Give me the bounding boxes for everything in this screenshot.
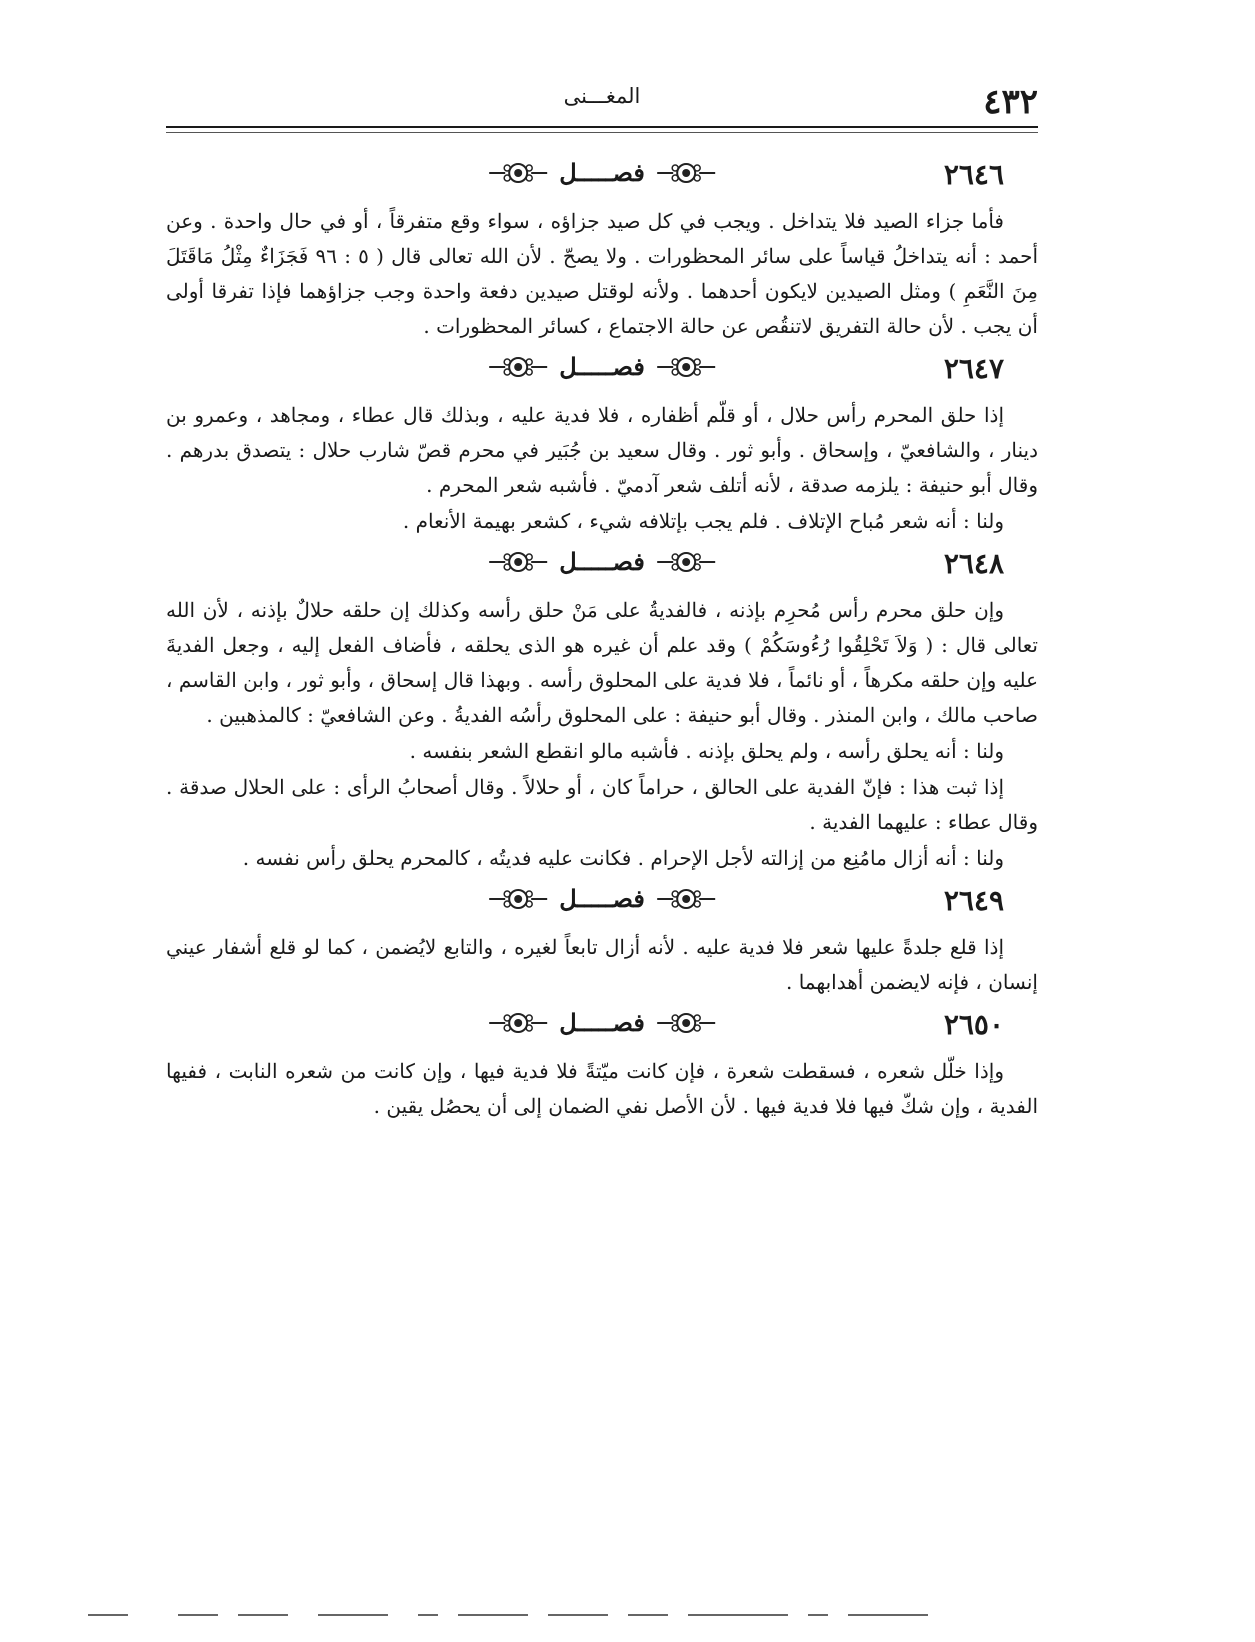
ornament-icon <box>655 886 717 912</box>
section-number: ٢٦٤٩ <box>943 884 1004 917</box>
section-heading <box>166 545 1038 585</box>
section-title <box>487 352 717 381</box>
paragraph: إذا حلق المحرم رأس حلال ، أو قلّم أظفاره ، فلا فدية عليه ، وبذلك قال عطاء ، ومجاهد ، وعمرو بن دينار ، والشافعيّ ، وإسحاق . وأبو ثور . وقال سعيد بن جُبَير في محرم قصّ شارب حلال : يتصدق بدرهم . وقال أبو حنيفة : يلزمه صدقة ، لأنه أتلف شعر آدميّ . فأشبه شعر المحرم . <box>166 403 1038 497</box>
section-heading <box>166 882 1038 922</box>
ornament-icon <box>655 354 717 380</box>
page-body <box>166 150 1038 1125</box>
section-number: ٢٦٤٧ <box>943 352 1004 385</box>
paragraph: إذا قلع جلدةً عليها شعر فلا فدية عليه . لأنه أزال تابعاً لغيره ، والتابع لايُضمن ، كما لو قلع أشفار عيني إنسان ، فإنه لايضمن أهدابهما . <box>166 935 1038 994</box>
paragraph: وإن حلق محرم رأس مُحرِم بإذنه ، فالفديةُ على مَنْ حلق رأسه وكذلك إن حلقه حلالٌ بإذنه ، لأن الله تعالى قال : ( وَلاَ تَحْلِقُوا رُءُوسَكُمْ ) وقد علم أن غيره هو الذى يحلقه ، فأضاف الفعل إليه ، وجعل الفديةَ عليه وإن حلقه مكرهاً ، أو نائماً ، فلا فدية على المحلوق رأسه . وبهذا قال إسحاق ، وأبو ثور ، وابن القاسم ، صاحب مالك ، وابن المنذر . وقال أبو حنيفة : على المحلوق رأسُه الفديةُ . وعن الشافعيّ : كالمذهبين . <box>166 598 1038 727</box>
page-header <box>166 80 1038 124</box>
footer-rule <box>88 1612 928 1618</box>
section-heading <box>166 1006 1038 1046</box>
section-label: فصـــــل <box>559 884 645 913</box>
paragraph: إذا ثبت هذا : فإنّ الفدية على الحالق ، حراماً كان ، أو حلالاً . وقال أصحابُ الرأى : على الحلال صدقة . وقال عطاء : عليهما الفدية . <box>166 775 1038 834</box>
paragraph: فأما جزاء الصيد فلا يتداخل . ويجب في كل صيد جزاؤه ، سواء وقع متفرقاً ، أو في حال واحدة . وعن أحمد : أنه يتداخلُ قياساً على سائر المحظورات . ولا يصحّ . لأن الله تعالى قال ( ٥ : ٩٦ فَجَزَاءٌ مِثْلُ مَاقَتَلَ مِنَ النَّعَمِ ) ومثل الصيدين لايكون أحدهما . ولأنه لوقتل صيدين دفعة واحدة وجب جزاؤهما فإذا تفرقا أولى أن يجب . لأن حالة التفريق لاتنقُص عن حالة الاجتماع ، كسائر المحظورات . <box>166 209 1039 338</box>
section-title <box>487 1008 717 1037</box>
ornament-icon <box>655 1010 717 1036</box>
ornament-icon <box>655 549 717 575</box>
ornament-icon <box>487 1010 549 1036</box>
section-heading <box>166 350 1038 390</box>
section-title <box>487 158 717 187</box>
section-number: ٢٦٤٨ <box>943 547 1004 580</box>
ornament-icon <box>487 549 549 575</box>
ornament-icon <box>487 354 549 380</box>
paragraph: ولنا : أنه يحلق رأسه ، ولم يحلق بإذنه . فأشبه مالو انقطع الشعر بنفسه . <box>409 739 1004 763</box>
section-number: ٢٦٥٠ <box>943 1008 1004 1041</box>
section-title <box>487 884 717 913</box>
paragraph: ولنا : أنه شعر مُباح الإتلاف . فلم يجب بإتلافه شيء ، كشعر بهيمة الأنعام . <box>402 509 1004 533</box>
section-label: فصـــــل <box>559 352 645 381</box>
paragraph: ولنا : أنه أزال مامُنِع من إزالته لأجل الإحرام . فكانت عليه فديتُه ، كالمحرم يحلق رأس نفسه . <box>242 846 1004 870</box>
ornament-icon <box>487 886 549 912</box>
paragraph: وإذا خلّل شعره ، فسقطت شعرة ، فإن كانت ميّتةً فلا فدية فيها ، وإن كانت من شعره النابت ، ففيها الفدية ، وإن شكّ فيها فلا فدية فيها . لأن الأصل نفي الضمان إلى أن يحصُل يقين . <box>166 1059 1038 1118</box>
ornament-icon <box>487 160 549 186</box>
header-rule <box>166 126 1038 128</box>
section-label: فصـــــل <box>559 547 645 576</box>
page-number: ٤٣٢ <box>983 82 1038 122</box>
section-heading <box>166 156 1038 196</box>
running-title: المغـــنى <box>563 84 641 108</box>
section-label: فصـــــل <box>559 158 645 187</box>
section-number: ٢٦٤٦ <box>943 158 1004 191</box>
section-title <box>487 547 717 576</box>
ornament-icon <box>655 160 717 186</box>
section-label: فصـــــل <box>559 1008 645 1037</box>
